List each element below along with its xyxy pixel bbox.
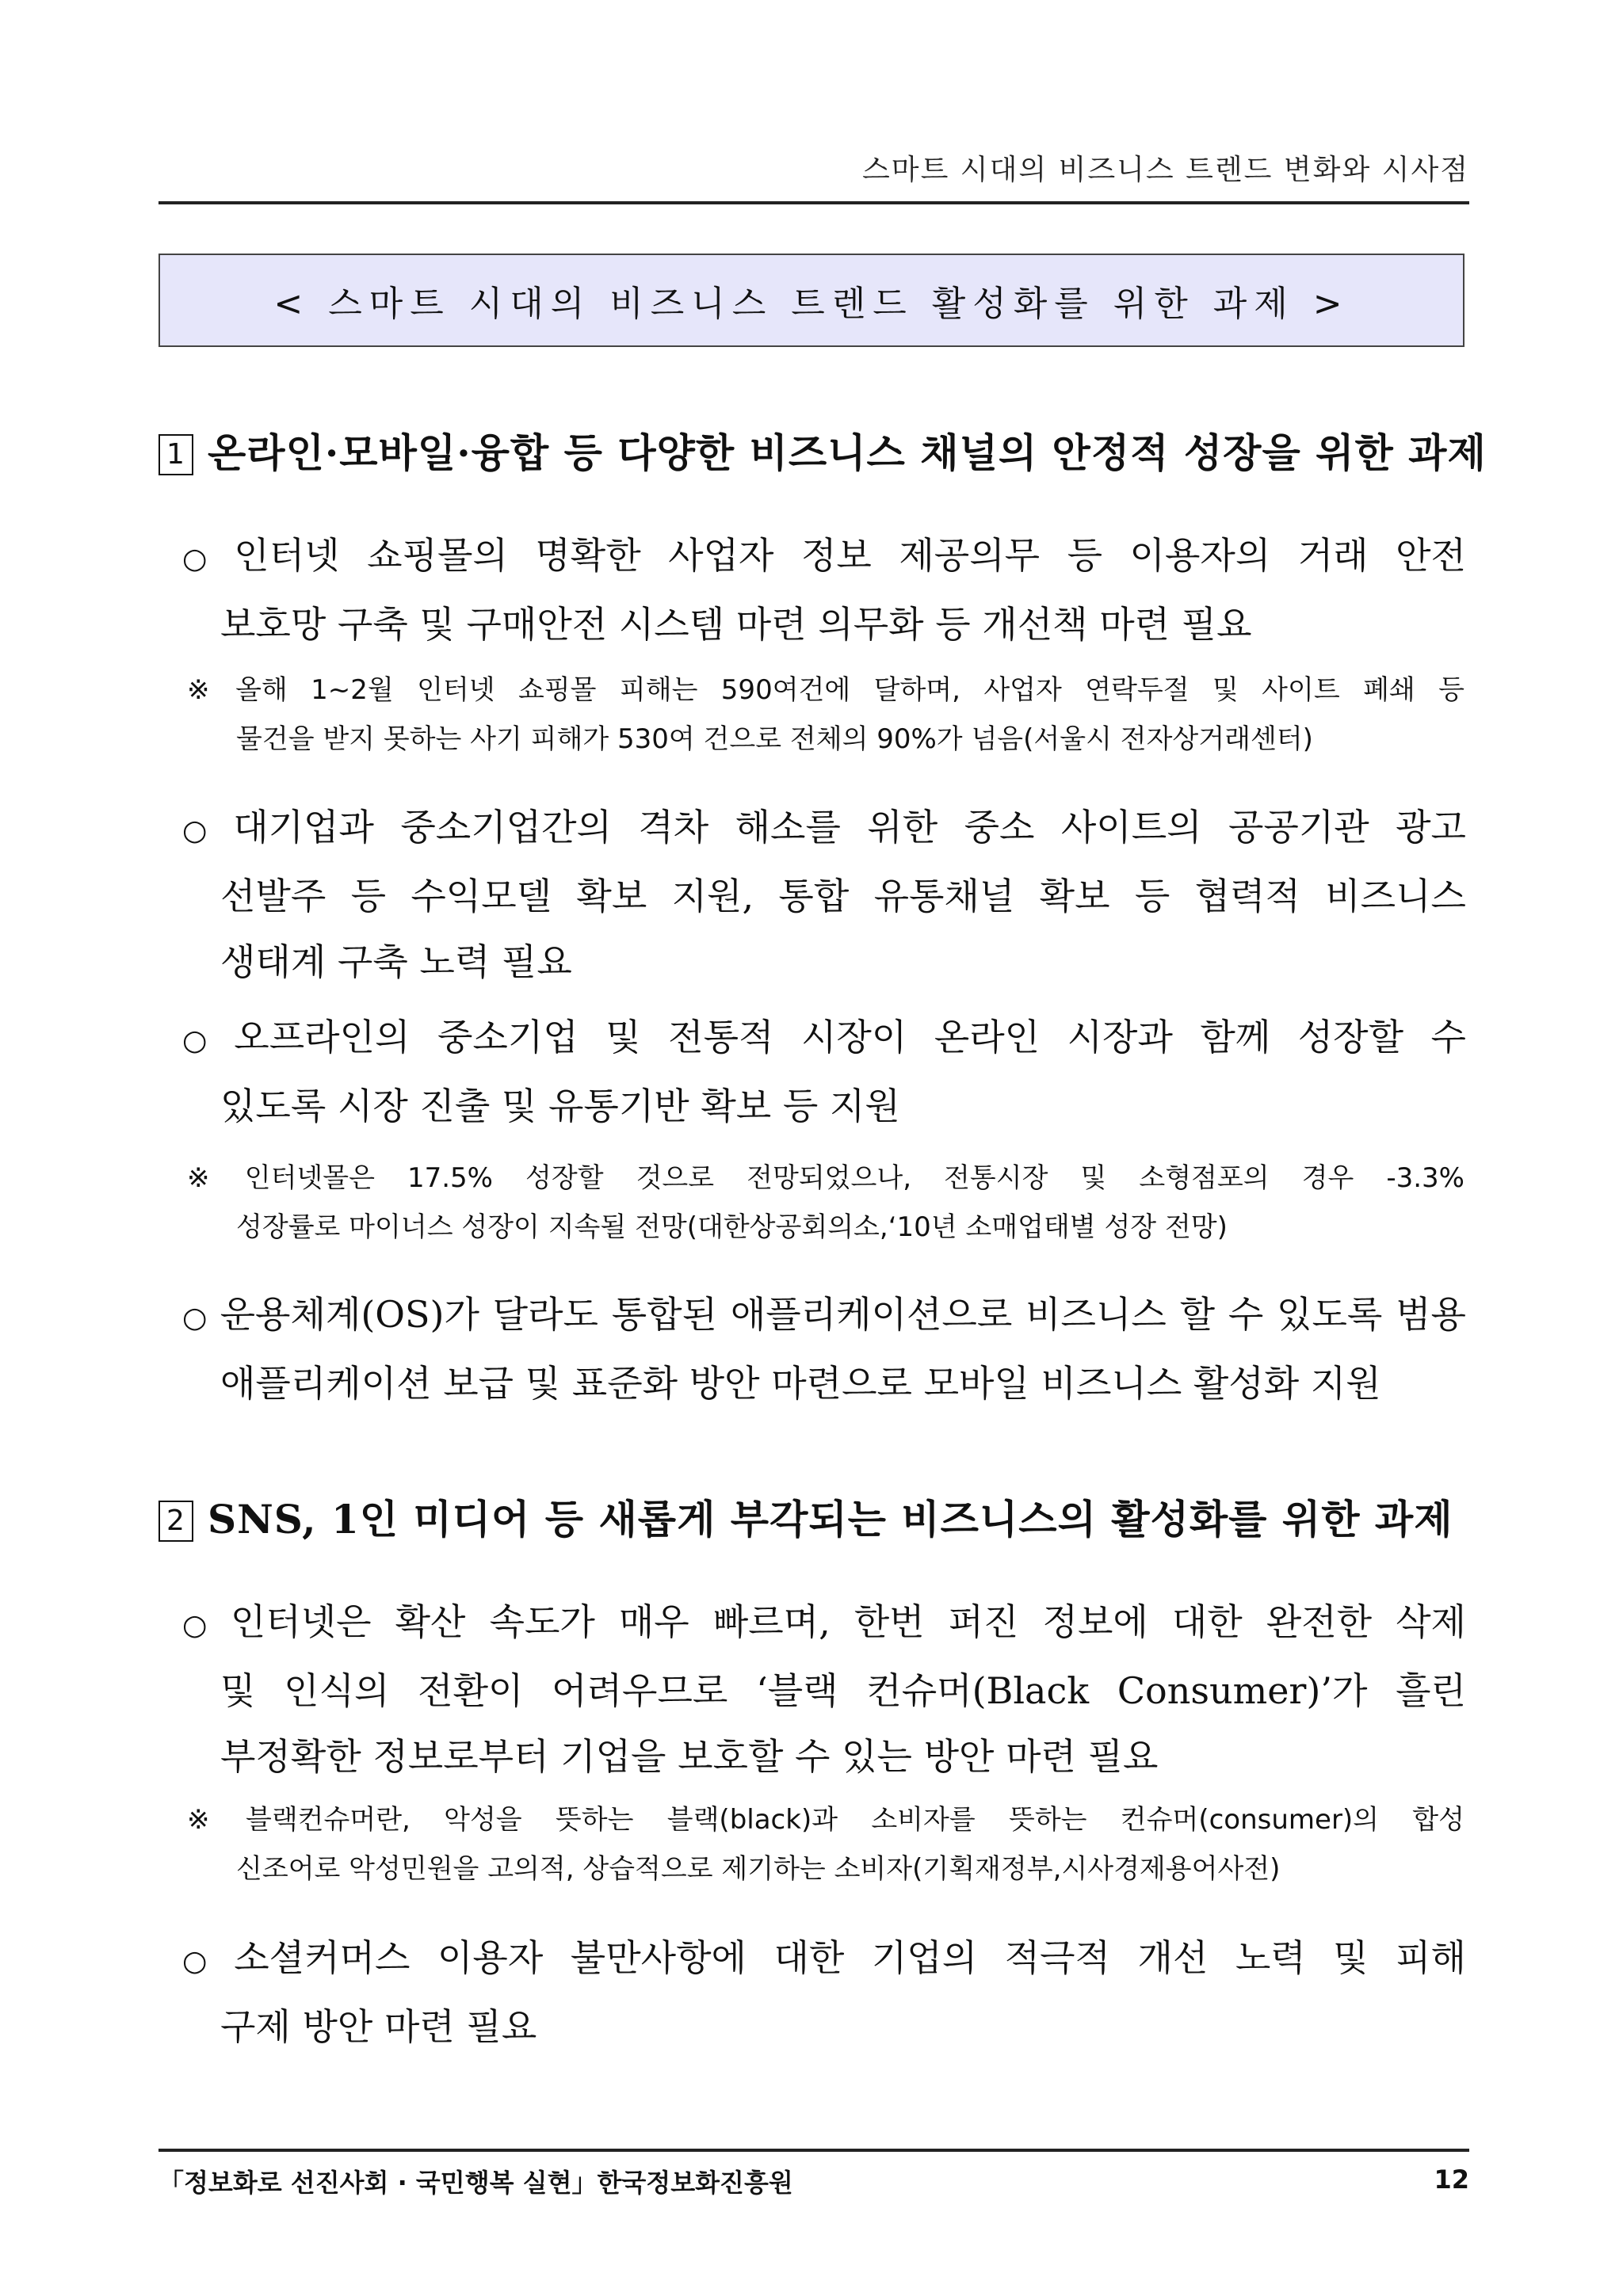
title-box: < 스마트 시대의 비즈니스 트렌드 활성화를 위한 과제 > xyxy=(158,254,1465,347)
note-text: 물건을 받지 못하는 사기 피해가 530여 건으로 전체의 90%가 넘음(서울시 전자상거래센터) xyxy=(236,723,1313,755)
note-mark: ※ xyxy=(187,1804,235,1836)
section-2-bullet-1 xyxy=(182,1589,1466,1790)
section-2-note-1 xyxy=(187,1795,1465,1894)
bullet-text: 오프라인의 중소기업 및 전통적 시장이 온라인 시장과 함께 성장할 수 xyxy=(234,1016,1466,1058)
bullet-text: 대기업과 중소기업간의 격차 해소를 위한 중소 사이트의 공공기관 광고 xyxy=(233,806,1466,849)
footer-text: 「정보화로 선진사회 · 국민행복 실현」한국정보화진흥원 xyxy=(158,2168,793,2198)
note-text: 신조어로 악성민원을 고의적, 상습적으로 제기하는 소비자(기획재정부,시사경제용어사전) xyxy=(236,1853,1281,1885)
bullet-text: 운용체계(OS)가 달라도 통합된 애플리케이션으로 비즈니스 할 수 있도록 범용 xyxy=(220,1293,1466,1336)
section-1-bullet-4 xyxy=(182,1282,1466,1417)
page-number: 12 xyxy=(1434,2164,1469,2195)
section-2-number: 2 xyxy=(158,1501,193,1542)
bullet-mark: ○ xyxy=(182,1945,223,1978)
section-1-bullet-1 xyxy=(182,523,1466,658)
section-2-heading xyxy=(158,1488,1453,1545)
note-text: 블랙컨슈머란, 악성을 뜻하는 블랙(black)과 소비자를 뜻하는 컨슈머(consumer)의 합성 xyxy=(245,1804,1465,1836)
bullet-text: 선발주 등 수익모델 확보 지원, 통합 유통채널 확보 등 협력적 비즈니스 xyxy=(220,875,1466,917)
section-2-title: SNS, 1인 미디어 등 새롭게 부각되는 비즈니스의 활성화를 위한 과제 xyxy=(208,1496,1453,1543)
bullet-text: 애플리케이션 보급 및 표준화 방안 마련으로 모바일 비즈니스 활성화 지원 xyxy=(220,1362,1381,1405)
section-1-bullet-3 xyxy=(182,1005,1466,1139)
bullet-text: 부정확한 정보로부터 기업을 보호할 수 있는 방안 마련 필요 xyxy=(220,1735,1159,1778)
note-mark: ※ xyxy=(187,674,225,706)
note-text: 올해 1~2월 인터넷 쇼핑몰 피해는 590여건에 달하며, 사업자 연락두절 및 사이트 폐쇄 등 xyxy=(235,674,1465,706)
section-1-title: 온라인·모바일·융합 등 다양한 비즈니스 채널의 안정적 성장을 위한 과제 xyxy=(208,429,1487,476)
bullet-mark: ○ xyxy=(182,543,223,575)
header-divider xyxy=(158,201,1469,204)
bullet-text: 인터넷은 확산 속도가 매우 빠르며, 한번 퍼진 정보에 대한 완전한 삭제 xyxy=(230,1600,1466,1643)
bullet-text: 있도록 시장 진출 및 유통기반 확보 등 지원 xyxy=(220,1085,900,1127)
section-1-number: 1 xyxy=(158,434,193,475)
bullet-text: 구제 방안 마련 필요 xyxy=(220,2005,537,2048)
section-1-note-1 xyxy=(187,666,1465,764)
bullet-text: 및 인식의 전환이 어려우므로 ‘블랙 컨슈머(Black Consumer)’가 흘린 xyxy=(220,1669,1466,1712)
section-1-note-2 xyxy=(187,1154,1465,1252)
note-text: 성장률로 마이너스 성장이 지속될 전망(대한상공회의소,‘10년 소매업태별 성장 전망) xyxy=(236,1211,1228,1243)
section-1-bullet-2 xyxy=(182,795,1466,995)
bullet-mark: ○ xyxy=(182,1302,209,1334)
bullet-text: 보호망 구축 및 구매안전 시스템 마련 의무화 등 개선책 마련 필요 xyxy=(220,603,1252,646)
bullet-mark: ○ xyxy=(182,1024,223,1057)
bullet-text: 생태계 구축 노력 필요 xyxy=(220,940,572,983)
bullet-mark: ○ xyxy=(182,1609,220,1642)
section-2-bullet-2 xyxy=(182,1925,1466,2060)
note-mark: ※ xyxy=(187,1162,234,1194)
footer-divider xyxy=(158,2149,1469,2152)
bullet-mark: ○ xyxy=(182,814,223,847)
note-text: 인터넷몰은 17.5% 성장할 것으로 전망되었으나, 전통시장 및 소형점포의 경우 -3.3% xyxy=(244,1162,1465,1194)
bullet-text: 인터넷 쇼핑몰의 명확한 사업자 정보 제공의무 등 이용자의 거래 안전 xyxy=(234,534,1466,577)
bullet-text: 소셜커머스 이용자 불만사항에 대한 기업의 적극적 개선 노력 및 피해 xyxy=(234,1936,1466,1979)
running-header: 스마트 시대의 비즈니스 트렌드 변화와 시사점 xyxy=(862,154,1469,186)
section-1-heading xyxy=(158,421,1487,479)
